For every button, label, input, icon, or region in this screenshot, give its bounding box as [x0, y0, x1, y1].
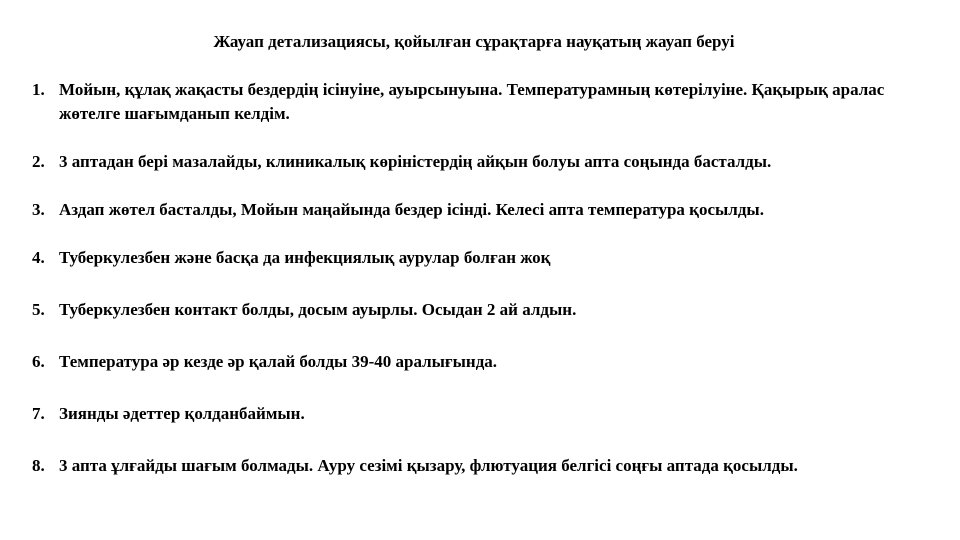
list-item-text: Туберкулезбен және басқа да инфекциялық аурулар болған жоқ — [59, 248, 551, 267]
list-item — [32, 198, 912, 222]
list-item-number: 3. — [32, 200, 45, 219]
list-item-text: Мойын, құлақ жақасты бездердің ісінуіне, ауырсынуына. Температурамның көтерілуіне. Қақырық аралас жөтелге шағымданып келдім. — [59, 80, 885, 123]
list-item-number: 8. — [32, 456, 45, 475]
list-item-number: 5. — [32, 300, 45, 319]
list-item — [32, 402, 912, 426]
list-item — [32, 78, 912, 126]
answer-list — [32, 78, 912, 502]
list-item-number: 6. — [32, 352, 45, 371]
list-item-text: Зиянды әдеттер қолданбаймын. — [59, 404, 305, 423]
list-item-text: Температура әр кезде әр қалай болды 39-40 аралығында. — [59, 352, 498, 371]
list-item-text: Аздап жөтел басталды, Мойын маңайында бездер ісінді. Келесі апта температура қосылды. — [59, 200, 764, 219]
list-item-number: 1. — [32, 80, 45, 99]
list-item-text: 3 аптадан бері мазалайды, клиникалық көріністердің айқын болуы апта соңында басталды. — [59, 152, 772, 171]
list-item — [32, 454, 912, 478]
list-item — [32, 246, 912, 270]
list-item — [32, 150, 912, 174]
list-item — [32, 350, 912, 374]
list-item-number: 2. — [32, 152, 45, 171]
list-item-text: 3 апта ұлғайды шағым болмады. Ауру сезімі қызару, флютуация белгісі соңғы аптада қосылды. — [59, 456, 798, 475]
list-item — [32, 298, 912, 322]
list-item-number: 4. — [32, 248, 45, 267]
list-item-number: 7. — [32, 404, 45, 423]
slide-title: Жауап детализациясы, қойылған сұрақтарға науқатың жауап беруі — [213, 32, 735, 51]
list-item-text: Туберкулезбен контакт болды, досым ауырлы. Осыдан 2 ай алдын. — [59, 300, 577, 319]
